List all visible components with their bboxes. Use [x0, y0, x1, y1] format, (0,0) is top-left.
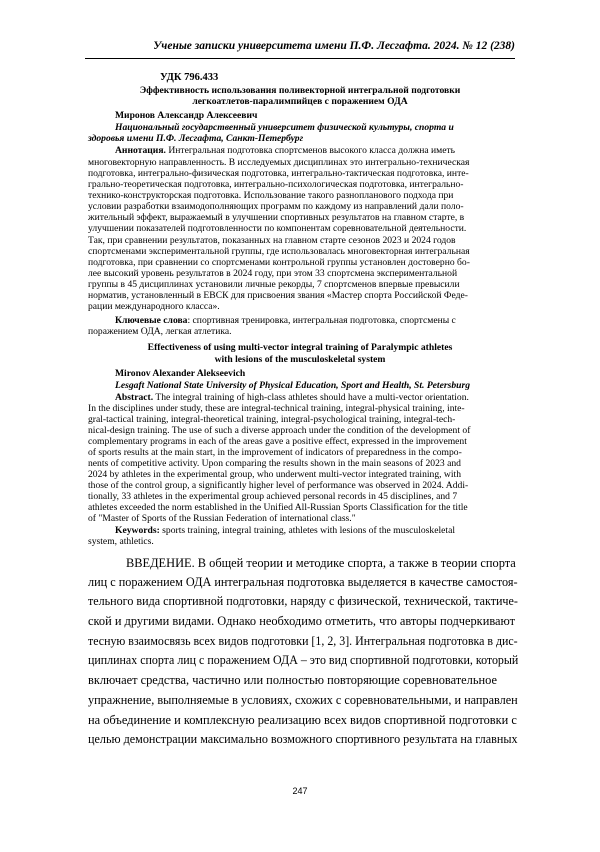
ru-abstract-line: грально-теоретическая подготовка, интегрально-психологическая подготовка, интегрально-	[88, 179, 464, 190]
ru-keywords-first-line	[115, 315, 456, 326]
ru-keywords-text: : спортивная тренировка, интегральная подготовка, спортсмены с	[187, 315, 456, 326]
ru-affiliation-line-1: Национальный государственный университет физической культуры, спорта и	[115, 122, 454, 133]
en-title-line-1: Effectiveness of using multi-vector integral training of Paralympic athletes	[147, 342, 453, 353]
en-abstract-line: of "Master of Sports of the Russian Federation of international class."	[88, 513, 356, 524]
ru-abstract-line: подготовка, интегрально-физическая подготовка, интегрально-тактическая подготовка, инте-	[88, 168, 469, 179]
intro-line: целью демонстрации максимально возможного спортивного результата на главных	[88, 732, 518, 746]
en-abstract-first-line	[115, 392, 469, 403]
intro-line: ской и другими видами. Однако необходимо отметить, что авторы подчеркивают	[88, 614, 516, 628]
ru-abstract-line: норматив, установленный в ЕВСК для присвоения звания «Мастер спорта Российской Феде-	[88, 290, 468, 301]
ru-title-line-2: легкоатлетов-паралимпийцев с поражением ОДА	[192, 96, 408, 107]
journal-header: Ученые записки университета имени П.Ф. Лесгафта. 2024. № 12 (238)	[153, 40, 515, 52]
en-abstract-line: those of the control group, a significantly higher level of performance was observed in 2024. Addi-	[88, 480, 469, 491]
ru-abstract-line: жительный эффект, выражаемый в улучшении спортивных результатов на главном старте, в	[88, 212, 465, 223]
en-abstract-line: 2024 by athletes in the experimental group, who underwent multi-vector integrated training, with	[88, 469, 461, 480]
ru-abstract-label: Аннотация.	[115, 145, 166, 156]
ru-abstract-line: технико-конструкторская подготовка. Использование такого разнопланового подхода при	[88, 190, 454, 201]
en-abstract-line: In the disciplines under study, these are integral-technical training, integral-physical training, inte-	[88, 403, 465, 414]
ru-abstract-line: группы в 45 дисциплинах установили личные рекорды, 7 спортсменов впервые превысили	[88, 279, 460, 290]
en-keywords-first-line	[115, 525, 455, 536]
ru-abstract-line: условии разработки взаимодополняющих программ по каждому из направлений дали поло-	[88, 201, 464, 212]
ru-keywords-second-line: поражением ОДА, легкая атлетика.	[88, 326, 232, 337]
en-affiliation: Lesgaft National State University of Physical Education, Sport and Health, St. Petersburg	[115, 380, 470, 391]
ru-abstract-line: лее высокий уровень результатов в 2024 году, при этом 33 спортсмена экспериментальной	[88, 268, 458, 279]
intro-line: на объединение и комплексную реализацию всех видов спортивной подготовки с	[88, 713, 517, 727]
ru-author: Миронов Александр Алексеевич	[115, 110, 258, 121]
intro-first-line: ВВЕДЕНИЕ. В общей теории и методике спорта, а также в теории спорта	[126, 556, 516, 570]
ru-abstract-line: многовекторную направленность. В исследуемых дисциплинах это интегрально-техническая	[88, 157, 470, 168]
intro-line: циплинах спорта лиц с поражением ОДА – это вид спортивной подготовки, который	[88, 653, 519, 667]
en-abstract-line: athletes exceeded the norm established in the Unified All-Russian Sports Classification for the title	[88, 502, 468, 513]
en-abstract-line: nents of competitive activity. Upon comparing the results shown in the main seasons of 2023 and	[88, 458, 461, 469]
intro-line: лиц с поражением ОДА интегральная подготовка выделяется в качестве самостоя-	[88, 575, 518, 589]
en-keywords-second-line: system, athletics.	[88, 536, 154, 547]
en-abstract-line: complementary programs in each of the areas gave a positive effect, expressed in the improvement	[88, 436, 467, 447]
intro-line: включает средства, частично или полностью повторяющие соревновательное	[88, 673, 497, 687]
udk-code: УДК 796.433	[160, 72, 219, 83]
header-rule	[85, 58, 515, 59]
ru-title-line-1: Эффективность использования поливекторной интегральной подготовки	[139, 85, 461, 96]
ru-abstract-first-text: Интегральная подготовка спортсменов высокого класса должна иметь	[168, 145, 456, 156]
en-abstract-label: Abstract.	[115, 392, 154, 403]
ru-abstract-line: Так, при сравнении результатов, показанных на главном старте сезонов 2023 и 2024 годов	[88, 235, 456, 246]
intro-line: тельного вида спортивной подготовки, наряду с физической, технической, тактиче-	[88, 594, 518, 608]
en-keywords-label: Keywords:	[115, 525, 160, 536]
ru-abstract-line: рации международного класса».	[88, 301, 220, 312]
en-title-line-2: with lesions of the musculoskeletal system	[214, 354, 386, 365]
en-keywords-text: sports training, integral training, athletes with lesions of the musculoskeletal	[162, 525, 455, 536]
ru-affiliation-line-2: здоровья имени П.Ф. Лесгафта, Санкт-Петербург	[88, 133, 304, 144]
ru-keywords-label: Ключевые слова	[115, 315, 188, 326]
ru-abstract-line: подготовка, при сравнении со спортсменами контрольной группы установлен достоверно бо-	[88, 257, 470, 268]
page-number: 247	[292, 786, 308, 796]
en-abstract-first-text: The integral training of high-class athletes should have a multi-vector orientation.	[155, 392, 469, 403]
intro-line: тесную взаимосвязь всех видов подготовки [1, 2, 3]. Интегральная подготовка в дис-	[88, 634, 518, 648]
en-abstract-line: tionally, 33 athletes in the experimental group achieved personal records in 45 disciplines, and 7	[88, 491, 458, 502]
ru-abstract-line: спортсменами экспериментальной группы, где использовалась многовекторная интегральная	[88, 246, 470, 257]
ru-abstract-line: улучшении показателей подготовленности по компонентам соревновательной деятельности.	[88, 223, 467, 234]
en-abstract-line: gral-tactical training, integral-theoretical training, integral-psychological training, integral-tech-	[88, 414, 456, 425]
en-abstract-line: nical-design training. The use of such a diverse approach under the condition of the development of	[88, 425, 471, 436]
en-author: Mironov Alexander Alekseevich	[115, 368, 246, 379]
en-abstract-line: of sports results at the main start, in the improvement of indicators of preparedness in the compo-	[88, 447, 462, 458]
ru-abstract-first-line	[115, 145, 455, 156]
intro-line: упражнение, выполняемые в условиях, схожих с соревновательными, и направлен	[88, 693, 518, 707]
